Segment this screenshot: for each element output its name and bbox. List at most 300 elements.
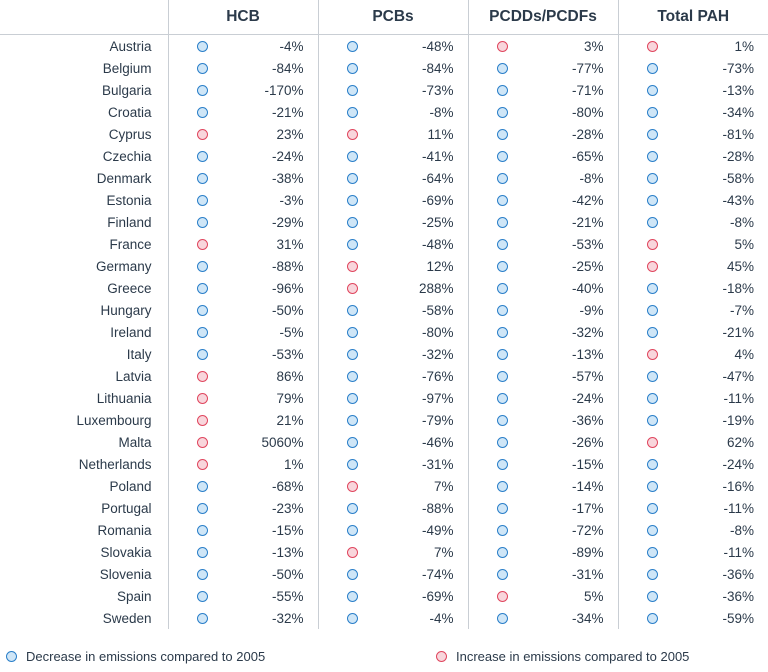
decrease-dot-icon — [197, 195, 208, 206]
value-cell — [318, 541, 468, 563]
value-cell — [468, 35, 618, 58]
decrease-dot-icon — [347, 393, 358, 404]
value-cell-inner — [619, 497, 768, 519]
value-cell-inner — [319, 167, 468, 189]
decrease-dot-icon — [647, 151, 658, 162]
value-cell-inner — [169, 57, 318, 79]
value-cell-inner — [169, 145, 318, 167]
value-text: -15% — [271, 522, 304, 538]
increase-dot-icon — [197, 239, 208, 250]
decrease-dot-icon — [347, 151, 358, 162]
value-cell-inner — [469, 233, 618, 255]
value-cell — [318, 167, 468, 189]
country-label: Romania — [0, 519, 168, 541]
decrease-dot-icon — [497, 525, 508, 536]
decrease-dot-icon — [497, 349, 508, 360]
value-cell-inner — [319, 519, 468, 541]
value-cell — [168, 145, 318, 167]
country-label: Estonia — [0, 189, 168, 211]
value-text: -68% — [271, 478, 304, 494]
value-cell-inner — [469, 321, 618, 343]
value-cell — [618, 167, 768, 189]
country-label: Finland — [0, 211, 168, 233]
value-text: -8% — [579, 170, 604, 186]
table-row — [0, 79, 768, 101]
value-cell-inner — [169, 497, 318, 519]
value-cell-inner — [169, 563, 318, 585]
value-text: -19% — [722, 412, 754, 428]
table-row — [0, 57, 768, 79]
increase-dot-icon — [197, 437, 208, 448]
value-text: -15% — [571, 456, 604, 472]
value-cell-inner — [619, 387, 768, 409]
decrease-dot-icon — [347, 63, 358, 74]
value-cell — [468, 123, 618, 145]
table-row — [0, 453, 768, 475]
table-row — [0, 211, 768, 233]
value-cell-inner — [319, 497, 468, 519]
decrease-dot-icon — [197, 41, 208, 52]
value-text: 1% — [283, 456, 304, 472]
value-text: 86% — [276, 368, 304, 384]
decrease-dot-icon — [497, 481, 508, 492]
value-text: 31% — [276, 236, 304, 252]
value-cell-inner — [169, 211, 318, 233]
increase-dot-icon — [197, 415, 208, 426]
decrease-dot-icon — [197, 547, 208, 558]
decrease-dot-icon — [347, 173, 358, 184]
value-text: -97% — [421, 390, 454, 406]
increase-dot-icon — [497, 41, 508, 52]
value-cell — [468, 101, 618, 123]
decrease-dot-icon — [197, 569, 208, 580]
value-cell-inner — [619, 343, 768, 365]
value-cell-inner — [619, 453, 768, 475]
value-cell — [168, 233, 318, 255]
value-text: -9% — [579, 302, 604, 318]
value-text: -59% — [722, 610, 754, 626]
value-cell — [618, 475, 768, 497]
decrease-dot-icon — [497, 217, 508, 228]
decrease-dot-icon — [497, 195, 508, 206]
value-cell — [168, 343, 318, 365]
value-text: -49% — [421, 522, 454, 538]
value-cell — [468, 585, 618, 607]
decrease-dot-icon — [197, 305, 208, 316]
increase-dot-icon — [647, 437, 658, 448]
value-cell-inner — [619, 431, 768, 453]
value-cell-inner — [169, 123, 318, 145]
country-label: Bulgaria — [0, 79, 168, 101]
value-cell — [618, 35, 768, 58]
table-row — [0, 277, 768, 299]
table-row — [0, 101, 768, 123]
table-body — [0, 35, 768, 630]
value-text: -53% — [271, 346, 304, 362]
table-row — [0, 167, 768, 189]
legend-item-increase — [436, 649, 689, 664]
value-cell — [318, 475, 468, 497]
table-row — [0, 343, 768, 365]
decrease-dot-icon — [647, 173, 658, 184]
value-cell-inner — [169, 255, 318, 277]
value-cell — [168, 101, 318, 123]
value-text: -34% — [722, 104, 754, 120]
decrease-dot-icon — [497, 305, 508, 316]
value-text: -21% — [722, 324, 754, 340]
value-text: -42% — [571, 192, 604, 208]
value-cell-inner — [319, 365, 468, 387]
value-text: 3% — [583, 38, 604, 54]
increase-dot-icon — [347, 481, 358, 492]
value-cell-inner — [319, 387, 468, 409]
table-row — [0, 431, 768, 453]
value-text: -69% — [421, 192, 454, 208]
value-cell-inner — [619, 57, 768, 79]
value-text: -13% — [271, 544, 304, 560]
decrease-dot-icon — [347, 371, 358, 382]
table-row — [0, 387, 768, 409]
value-text: -46% — [421, 434, 454, 450]
value-cell-inner — [619, 563, 768, 585]
value-cell-inner — [469, 475, 618, 497]
value-cell — [318, 431, 468, 453]
value-cell — [168, 79, 318, 101]
decrease-dot-icon — [497, 63, 508, 74]
value-text: -64% — [421, 170, 454, 186]
value-text: -89% — [571, 544, 604, 560]
value-cell-inner — [469, 409, 618, 431]
value-text: -3% — [279, 192, 304, 208]
decrease-dot-icon — [197, 63, 208, 74]
decrease-dot-icon — [197, 349, 208, 360]
value-cell — [168, 607, 318, 629]
decrease-dot-icon — [197, 151, 208, 162]
value-cell — [618, 145, 768, 167]
decrease-dot-icon — [647, 283, 658, 294]
value-text: -16% — [722, 478, 754, 494]
value-cell — [168, 453, 318, 475]
value-cell — [468, 321, 618, 343]
value-cell — [618, 343, 768, 365]
decrease-dot-icon — [647, 195, 658, 206]
value-cell-inner — [319, 145, 468, 167]
value-text: -58% — [421, 302, 454, 318]
value-cell-inner — [469, 365, 618, 387]
value-text: 288% — [418, 280, 454, 296]
value-cell-inner — [469, 607, 618, 629]
value-text: -8% — [729, 522, 754, 538]
value-cell — [318, 57, 468, 79]
value-cell-inner — [469, 387, 618, 409]
value-cell-inner — [169, 409, 318, 431]
value-cell-inner — [319, 563, 468, 585]
value-text: -73% — [722, 60, 754, 76]
value-text: -21% — [271, 104, 304, 120]
country-label: Luxembourg — [0, 409, 168, 431]
value-cell — [618, 299, 768, 321]
table-row — [0, 123, 768, 145]
value-cell-inner — [619, 255, 768, 277]
country-label: Cyprus — [0, 123, 168, 145]
value-cell — [468, 387, 618, 409]
country-label: Greece — [0, 277, 168, 299]
value-text: -41% — [421, 148, 454, 164]
increase-dot-icon — [647, 261, 658, 272]
value-cell — [168, 57, 318, 79]
legend-item-decrease — [6, 649, 436, 664]
value-text: -36% — [722, 566, 754, 582]
country-label: Denmark — [0, 167, 168, 189]
value-cell-inner — [619, 123, 768, 145]
value-cell — [318, 453, 468, 475]
decrease-dot-icon — [647, 371, 658, 382]
decrease-dot-icon — [647, 63, 658, 74]
value-text: -79% — [421, 412, 454, 428]
value-cell — [618, 497, 768, 519]
value-text: -11% — [723, 390, 754, 406]
value-text: -88% — [271, 258, 304, 274]
table-header — [0, 0, 768, 35]
table-row — [0, 189, 768, 211]
value-cell-inner — [169, 431, 318, 453]
value-text: 11% — [427, 126, 454, 142]
value-cell — [168, 167, 318, 189]
value-cell-inner — [319, 299, 468, 321]
value-cell-inner — [169, 541, 318, 563]
value-cell — [618, 409, 768, 431]
value-cell-inner — [169, 607, 318, 629]
value-cell-inner — [169, 299, 318, 321]
value-cell-inner — [169, 475, 318, 497]
value-cell-inner — [319, 343, 468, 365]
value-cell-inner — [169, 35, 318, 57]
value-cell — [468, 453, 618, 475]
value-text: -74% — [421, 566, 454, 582]
decrease-dot-icon — [347, 217, 358, 228]
value-cell-inner — [469, 167, 618, 189]
decrease-dot-icon — [197, 481, 208, 492]
value-cell — [318, 387, 468, 409]
value-cell — [318, 79, 468, 101]
decrease-dot-icon — [347, 569, 358, 580]
legend-label-decrease: Decrease in emissions compared to 2005 — [26, 649, 266, 664]
value-cell-inner — [319, 607, 468, 629]
decrease-dot-icon — [197, 85, 208, 96]
value-text: -24% — [722, 456, 754, 472]
table-row — [0, 409, 768, 431]
value-text: -29% — [271, 214, 304, 230]
country-label: Belgium — [0, 57, 168, 79]
decrease-dot-icon — [197, 503, 208, 514]
value-text: -55% — [271, 588, 304, 604]
value-cell-inner — [319, 211, 468, 233]
value-cell — [318, 343, 468, 365]
value-text: 5% — [583, 588, 604, 604]
decrease-dot-icon — [347, 239, 358, 250]
decrease-dot-icon — [647, 591, 658, 602]
value-cell — [318, 277, 468, 299]
value-cell-inner — [319, 233, 468, 255]
value-text: -96% — [271, 280, 304, 296]
value-cell-inner — [169, 321, 318, 343]
value-text: -36% — [571, 412, 604, 428]
value-text: -26% — [571, 434, 604, 450]
value-cell-inner — [619, 607, 768, 629]
value-text: -14% — [571, 478, 604, 494]
decrease-dot-icon — [347, 85, 358, 96]
increase-dot-icon — [436, 651, 447, 662]
value-cell — [618, 387, 768, 409]
value-cell-inner — [619, 233, 768, 255]
value-text: -77% — [571, 60, 604, 76]
value-cell — [318, 255, 468, 277]
country-label: Austria — [0, 35, 168, 58]
table-row — [0, 475, 768, 497]
country-label: Ireland — [0, 321, 168, 343]
value-cell-inner — [169, 101, 318, 123]
decrease-dot-icon — [347, 349, 358, 360]
value-text: -48% — [421, 38, 454, 54]
value-cell-inner — [619, 541, 768, 563]
country-label: France — [0, 233, 168, 255]
value-cell-inner — [319, 277, 468, 299]
value-cell-inner — [469, 563, 618, 585]
decrease-dot-icon — [497, 437, 508, 448]
increase-dot-icon — [647, 349, 658, 360]
table-row — [0, 607, 768, 629]
value-cell — [618, 519, 768, 541]
decrease-dot-icon — [497, 327, 508, 338]
decrease-dot-icon — [647, 481, 658, 492]
column-header-pcdds-pcdfs: PCDDs/PCDFs — [468, 0, 618, 35]
value-cell — [468, 475, 618, 497]
value-cell — [618, 211, 768, 233]
value-cell — [468, 233, 618, 255]
value-text: -40% — [571, 280, 604, 296]
decrease-dot-icon — [647, 547, 658, 558]
decrease-dot-icon — [647, 129, 658, 140]
increase-dot-icon — [347, 547, 358, 558]
value-cell-inner — [469, 277, 618, 299]
decrease-dot-icon — [347, 437, 358, 448]
value-cell-inner — [469, 519, 618, 541]
value-text: -13% — [722, 82, 754, 98]
value-cell-inner — [319, 189, 468, 211]
value-cell — [168, 431, 318, 453]
value-text: -11% — [723, 500, 754, 516]
value-text: 1% — [734, 38, 754, 54]
value-cell — [618, 189, 768, 211]
decrease-dot-icon — [647, 327, 658, 338]
value-text: -32% — [421, 346, 454, 362]
table-row — [0, 35, 768, 58]
increase-dot-icon — [347, 129, 358, 140]
country-label: Hungary — [0, 299, 168, 321]
value-cell — [168, 211, 318, 233]
value-cell — [468, 189, 618, 211]
value-text: 7% — [433, 478, 454, 494]
decrease-dot-icon — [347, 305, 358, 316]
value-cell-inner — [319, 475, 468, 497]
value-cell-inner — [469, 35, 618, 57]
value-text: -11% — [723, 544, 754, 560]
decrease-dot-icon — [197, 613, 208, 624]
value-cell — [168, 255, 318, 277]
decrease-dot-icon — [647, 217, 658, 228]
decrease-dot-icon — [497, 459, 508, 470]
decrease-dot-icon — [197, 107, 208, 118]
value-text: -76% — [421, 368, 454, 384]
value-cell-inner — [619, 35, 768, 57]
decrease-dot-icon — [497, 239, 508, 250]
decrease-dot-icon — [497, 371, 508, 382]
value-cell — [168, 519, 318, 541]
value-text: -48% — [421, 236, 454, 252]
decrease-dot-icon — [197, 525, 208, 536]
decrease-dot-icon — [647, 613, 658, 624]
value-cell — [168, 409, 318, 431]
value-cell — [318, 497, 468, 519]
value-cell — [618, 453, 768, 475]
table-row — [0, 519, 768, 541]
increase-dot-icon — [647, 239, 658, 250]
value-cell — [618, 431, 768, 453]
value-cell — [618, 101, 768, 123]
decrease-dot-icon — [497, 151, 508, 162]
value-cell — [618, 255, 768, 277]
decrease-dot-icon — [197, 283, 208, 294]
value-cell — [468, 145, 618, 167]
value-cell-inner — [319, 255, 468, 277]
country-label: Poland — [0, 475, 168, 497]
decrease-dot-icon — [647, 415, 658, 426]
value-cell — [468, 255, 618, 277]
legend-label-increase: Increase in emissions compared to 2005 — [456, 649, 690, 664]
value-cell — [618, 607, 768, 629]
value-cell-inner — [169, 277, 318, 299]
value-text: -80% — [571, 104, 604, 120]
decrease-dot-icon — [647, 85, 658, 96]
decrease-dot-icon — [497, 393, 508, 404]
value-cell — [618, 365, 768, 387]
value-text: 12% — [426, 258, 454, 274]
value-cell — [318, 233, 468, 255]
value-text: -28% — [571, 126, 604, 142]
increase-dot-icon — [347, 261, 358, 272]
value-text: -24% — [271, 148, 304, 164]
country-label: Croatia — [0, 101, 168, 123]
value-cell-inner — [619, 299, 768, 321]
increase-dot-icon — [197, 393, 208, 404]
value-cell-inner — [169, 233, 318, 255]
value-cell — [468, 299, 618, 321]
value-cell-inner — [319, 453, 468, 475]
value-cell-inner — [169, 453, 318, 475]
value-text: -32% — [571, 324, 604, 340]
decrease-dot-icon — [497, 613, 508, 624]
value-cell — [468, 57, 618, 79]
decrease-dot-icon — [347, 415, 358, 426]
value-cell-inner — [169, 387, 318, 409]
value-cell — [168, 585, 318, 607]
decrease-dot-icon — [497, 261, 508, 272]
country-label: Germany — [0, 255, 168, 277]
decrease-dot-icon — [347, 41, 358, 52]
increase-dot-icon — [497, 591, 508, 602]
value-cell — [468, 563, 618, 585]
value-text: 79% — [276, 390, 304, 406]
